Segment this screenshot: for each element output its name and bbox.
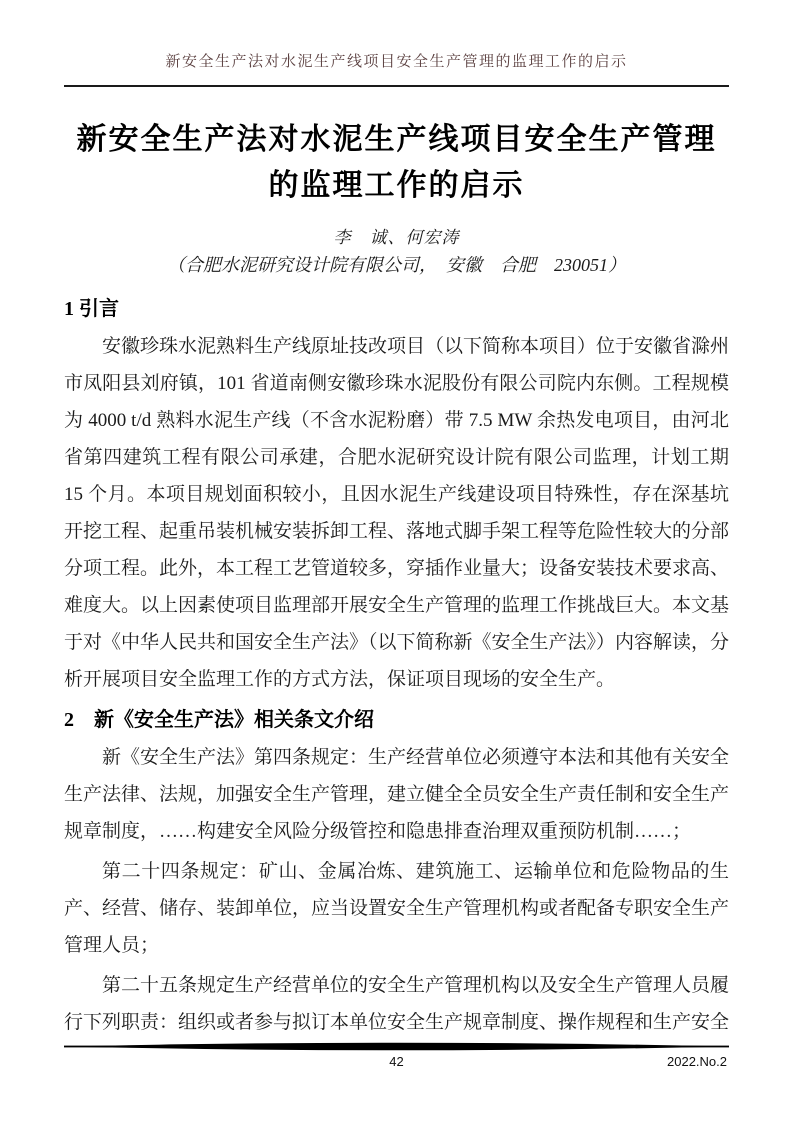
authors: 李 诚、何宏涛 (333, 228, 460, 247)
paragraph: 新《安全生产法》第四条规定：生产经营单位必须遵守本法和其他有关安全生产法律、法规，加强安全生产管理，建立健全全员安全生产责任制和安全生产规章制度，……构建安全风险分级管控和隐患排查治理双重预防机制……； (64, 747, 730, 842)
article-title-line-2: 的监理工作的启示 (268, 169, 525, 202)
paragraph: 第二十四条规定：矿山、金属冶炼、建筑施工、运输单位和危险物品的生产、经营、储存、装卸单位，应当设置安全生产管理机构或者配备专职安全生产管理人员； (64, 861, 730, 956)
affiliation: （合肥水泥研究设计院有限公司， 安徽 合肥 230051） (167, 255, 626, 275)
running-header: 新安全生产法对水泥生产线项目安全生产管理的监理工作的启示 (165, 54, 628, 70)
paragraph: 安徽珍珠水泥熟料生产线原址技改项目（以下简称本项目）位于安徽省滁州市凤阳县刘府镇，101 省道南侧安徽珍珠水泥股份有限公司院内东侧。工程规模为 4000 t/d 熟料水泥生产线（不含水泥粉磨）带 7.5 MW 余热发电项目，由河北省第四建筑工程有限公司承建，合肥水泥研究设计院有限公司监理，计划工期 15 个月。本项目规划面积较小，且因水泥生产线建设项目特殊性，存在深基坑开挖工程、起重吊装机械安装拆卸工程、落地式脚手架工程等危险性较大的分部分项工程。此外，本工程工艺管道较多，穿插作业量大；设备安装技术要求高、难度大。以上因素使项目监理部开展安全生产管理的监理工作挑战巨大。本文基于对《中华人民共和国安全生产法》（以下简称新《安全生产法》）内容解读，分析开展项目安全监理工作的方式方法，保证项目现场的安全生产。 (64, 336, 730, 690)
header-rule (64, 85, 729, 87)
article-title-line-1: 新安全生产法对水泥生产线项目安全生产管理 (76, 123, 717, 156)
footer-row (64, 1053, 729, 1071)
footer-rule (64, 1042, 729, 1052)
article-title (64, 117, 729, 209)
issue-number: 2022.No.2 (667, 1054, 727, 1069)
page-footer (64, 1042, 729, 1071)
paragraph: 第二十五条规定生产经营单位的安全生产管理机构以及安全生产管理人员履行下列职责：组织或者参与拟订本单位安全生产规章制度、操作规程和生产安全 (64, 975, 730, 1033)
section-heading-introduction: 1 引言 (64, 298, 119, 320)
section-heading-law-articles: 2 新《安全生产法》相关条文介绍 (64, 709, 374, 731)
page-number: 42 (389, 1054, 404, 1069)
